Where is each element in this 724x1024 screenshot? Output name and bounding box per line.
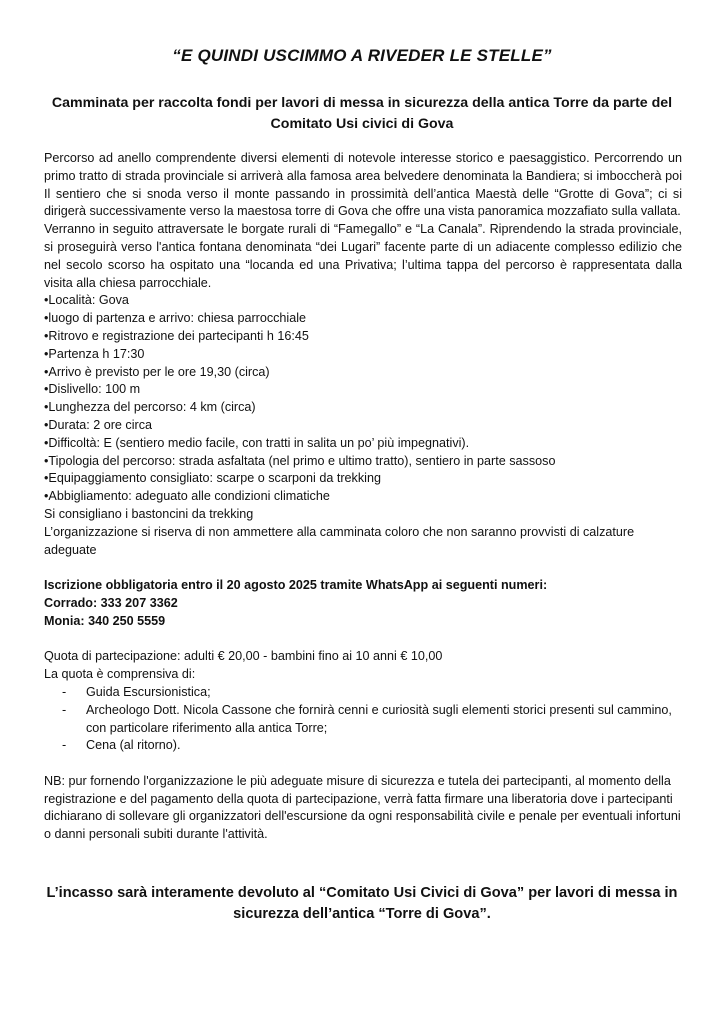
page-subtitle: Camminata per raccolta fondi per lavori di messa in sicurezza della antica Torre da parte del Comitato Usi civici di Gova: [51, 95, 673, 132]
fee-includes-list: [44, 684, 682, 755]
registration-heading: Iscrizione obbligatoria entro il 20 agosto 2025 tramite WhatsApp ai seguenti numeri:: [44, 578, 548, 593]
fee-item-dinner: - Cena (al ritorno).: [44, 737, 682, 755]
footwear-note: L’organizzazione si riserva di non ammettere alla camminata coloro che non saranno provvisti di calzature adeguate: [44, 524, 635, 557]
fee-item-archaeologist: - Archeologo Dott. Nicola Cassone che fornirà cenni e curiosità sugli elementi storici presenti sul cammino, con particolare riferimento alla antica Torre;: [62, 702, 672, 735]
page-title: “E QUINDI USCIMMO A RIVEDER LE STELLE”: [172, 46, 552, 65]
fee-includes-label: La quota è comprensiva di:: [44, 667, 196, 682]
fact-route-type: • Tipologia del percorso: strada asfaltata (nel primo e ultimo tratto), sentiero in parte sassoso: [44, 453, 682, 471]
closing-statement: L’incasso sarà interamente devoluto al “Comitato Usi Civici di Gova” per lavori di messa in sicurezza dell’antica “Torre di Gova”.: [46, 885, 678, 922]
fact-duration: • Durata: 2 ore circa: [44, 417, 682, 435]
intro-paragraph-1: Percorso ad anello comprendente diversi elementi di notevole interesse storico e paesaggistico. Percorrendo un primo tratto di strada provinciale si arriverà alla famosa area belvedere denominata la Bandiera; si imboccherà poi Il sentiero che si snoda verso il monte passando in prossimità dell’antica Maestà delle “Grotte di Gova”; ci si dirigerà successivamente verso la maestosa torre di Gova che offre una vista panoramica mozzafiato sulla vallata.: [44, 151, 682, 219]
nb-disclaimer: NB: pur fornendo l'organizzazione le più adeguate misure di sicurezza e tutela dei partecipanti, al momento della registrazione e del pagamento della quota di partecipazione, verrà fatta firmare una liberatoria dove i partecipanti dichiarano di sollevare gli organizzatori dell'escursione da ogni responsabilità civile e penale per eventuali infortuni o danni personali subiti durante l'attività.: [44, 773, 681, 842]
fact-start-end: • luogo di partenza e arrivo: chiesa parrocchiale: [44, 310, 682, 328]
fact-clothing: • Abbigliamento: adeguato alle condizioni climatiche: [44, 488, 682, 506]
fact-equipment: • Equipaggiamento consigliato: scarpe o scarponi da trekking: [44, 470, 682, 488]
fact-difficulty: • Difficoltà: E (sentiero medio facile, con tratti in salita un po’ più impegnativi).: [44, 435, 682, 453]
dash-marker: -: [62, 738, 67, 753]
dash-marker: -: [62, 684, 67, 699]
contact-monia: Monia: 340 250 5559: [44, 613, 166, 628]
dash-marker: -: [62, 702, 67, 717]
document-body: [44, 150, 682, 844]
event-facts-list: [44, 292, 682, 506]
fact-elevation: • Dislivello: 100 m: [44, 381, 682, 399]
fact-length: • Lunghezza del percorso: 4 km (circa): [44, 399, 682, 417]
fee-item-guide: - Guida Escursionistica;: [44, 684, 682, 702]
fact-departure: • Partenza h 17:30: [44, 346, 682, 364]
fact-meeting: • Ritrovo e registrazione dei partecipanti h 16:45: [44, 328, 682, 346]
fact-arrival: • Arrivo è previsto per le ore 19,30 (circa): [44, 364, 682, 382]
sticks-note: Si consigliano i bastoncini da trekking: [44, 506, 254, 521]
intro-paragraph-2: Verranno in seguito attraversate le borgate rurali di “Famegallo” e “La Canala”. Riprendendo la strada provinciale, si proseguirà verso l'antica fontana denominata “dei Lugari” facente parte di un adiacente complesso edilizio che nel secolo scorso ha ospitato una “locanda ed una Privativa; l’ultima tappa del percorso è rappresentata dalla visita alla chiesa parrocchiale.: [44, 222, 682, 290]
contact-corrado: Corrado: 333 207 3362: [44, 595, 178, 610]
fact-location: • Località: Gova: [44, 292, 682, 310]
fee-line: Quota di partecipazione: adulti € 20,00 - bambini fino ai 10 anni € 10,00: [44, 649, 443, 664]
